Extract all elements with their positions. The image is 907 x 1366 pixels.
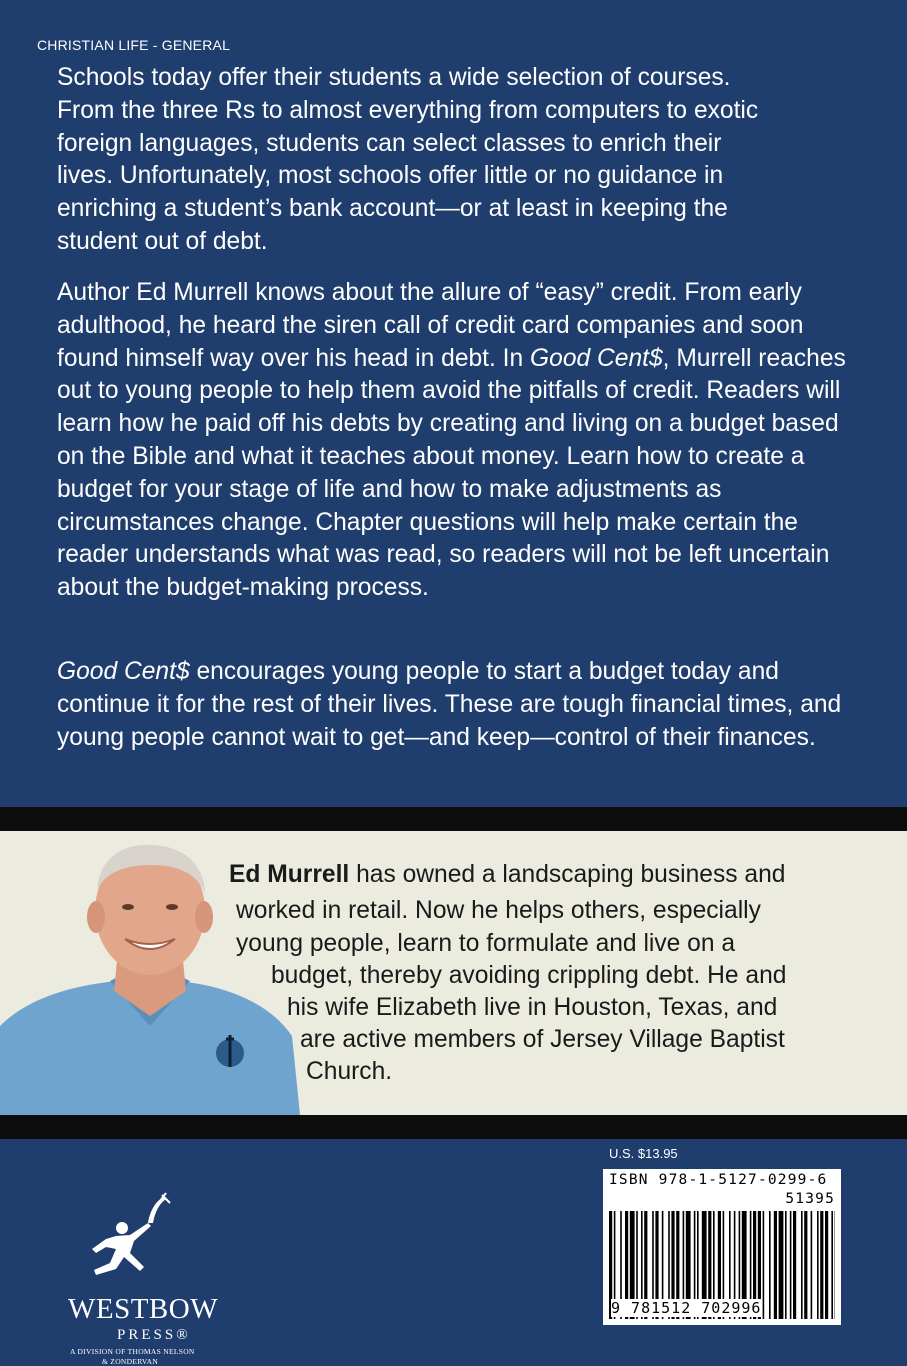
isbn-text: ISBN 978-1-5127-0299-6 — [609, 1172, 827, 1188]
description-paragraph-1: Schools today offer their students a wide selection of courses. From the three Rs to almost everything from computers to exotic foreign languages, students can select classes to enrich their lives. Unfortunately, most schools offer little or no guidance in enriching a student’s bank account—or at least in keeping the student out of debt. — [57, 62, 857, 259]
price-label: U.S. $13.95 — [609, 1146, 678, 1161]
publisher-name: WESTBOW — [68, 1293, 218, 1326]
bio-text-line: young people, learn to formulate and live on a — [236, 928, 735, 960]
bio-text-line: are active members of Jersey Village Baptist — [300, 1024, 785, 1056]
barcode-bar — [811, 1211, 813, 1319]
book-title: Good Cent$ — [57, 658, 190, 685]
barcode-bar — [801, 1211, 803, 1319]
publisher-logo — [30, 1189, 230, 1339]
author-bio-panel — [0, 831, 907, 1115]
publisher-division: A DIVISION OF THOMAS NELSON — [70, 1347, 195, 1356]
barcode-bar — [790, 1211, 792, 1319]
publisher-press: PRESS® — [117, 1327, 191, 1344]
runner-icon — [30, 1189, 230, 1294]
barcode-bar — [769, 1211, 771, 1319]
divider-band — [0, 807, 907, 831]
book-title: Good Cent$ — [530, 345, 663, 372]
barcode — [603, 1169, 841, 1325]
bio-text-line: worked in retail. Now he helps others, especially — [236, 895, 761, 927]
barcode-bar — [817, 1211, 819, 1319]
bio-text-line: Church. — [306, 1056, 392, 1088]
barcode-bar — [785, 1211, 787, 1319]
barcode-bar — [763, 1211, 765, 1319]
barcode-bar — [831, 1211, 833, 1319]
description-paragraph-2: Author Ed Murrell knows about the allure of “easy” credit. From early adulthood, he heard the siren call of credit card companies and soon found himself way over his head in debt. In Good Cent$, Murrell reaches out to young people to help them avoid the pitfalls of credit. Readers will learn how he paid off his debts by creating and living on a budget based on the Bible and what it teaches about money. Learn how to create a budget for your stage of life and how to make adjustments as circumstances change. Chapter questions will help make certain the reader understands what was read, so readers will not be left uncertain about the budget-making process. — [57, 277, 857, 605]
category-label: CHRISTIAN LIFE - GENERAL — [37, 37, 230, 53]
back-cover-footer — [0, 1139, 907, 1360]
barcode-bar — [779, 1211, 784, 1319]
barcode-bar — [820, 1211, 823, 1319]
author-name: Ed Murrell — [229, 861, 349, 888]
bio-text-line: Ed Murrell has owned a landscaping business and — [229, 859, 785, 891]
barcode-bar — [774, 1211, 777, 1319]
price-addon-code: 51395 — [785, 1191, 835, 1207]
bio-text-line: budget, thereby avoiding crippling debt. He and — [271, 960, 786, 992]
bio-text-line: his wife Elizabeth live in Houston, Texas, and — [287, 992, 777, 1024]
divider-band — [0, 1115, 907, 1139]
description-paragraph-3: Good Cent$ encourages young people to start a budget today and continue it for the rest of their lives. These are tough financial times, and young people cannot wait to get—and keep—control of their finances. — [57, 656, 857, 754]
barcode-bar — [825, 1211, 828, 1319]
barcode-bar — [804, 1211, 807, 1319]
publisher-division: & ZONDERVAN — [102, 1357, 158, 1366]
barcode-digits: 9 781512 702996 — [611, 1299, 761, 1317]
barcode-bar — [793, 1211, 796, 1319]
